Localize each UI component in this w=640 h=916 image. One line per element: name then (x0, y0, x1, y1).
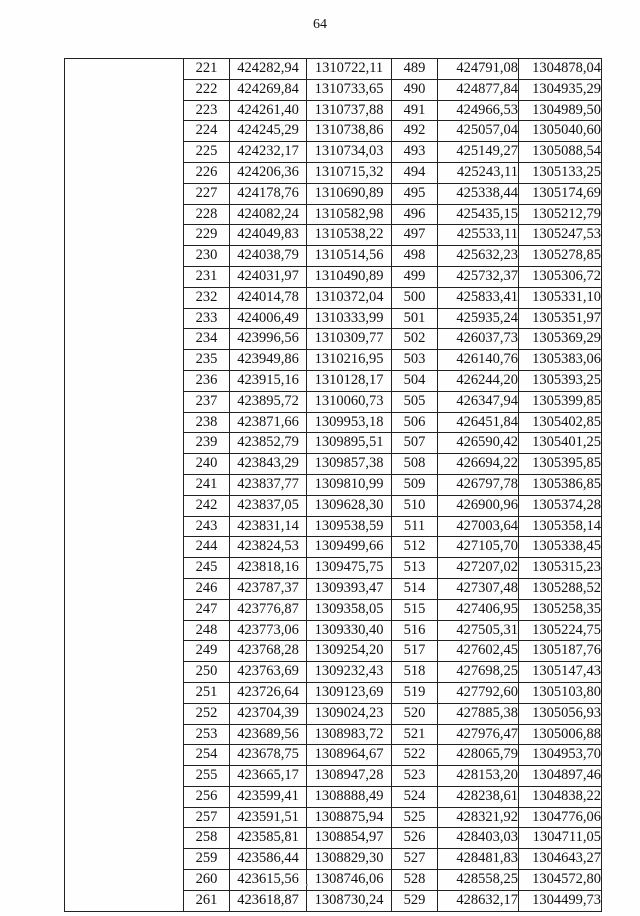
y-coordinate-cell: 1309857,38 (307, 454, 392, 475)
y-coordinate-cell: 1310060,73 (307, 391, 392, 412)
point-number-cell: 230 (184, 246, 230, 267)
x-coordinate-cell: 423726,64 (230, 682, 307, 703)
y-coordinate-cell: 1304989,50 (519, 100, 602, 121)
y-coordinate-cell: 1304878,04 (519, 59, 602, 80)
y-coordinate-cell: 1305369,29 (519, 329, 602, 350)
y-coordinate-cell: 1310490,89 (307, 266, 392, 287)
y-coordinate-cell: 1309232,43 (307, 662, 392, 683)
y-coordinate-cell: 1304935,29 (519, 79, 602, 100)
coordinates-table-body (65, 59, 602, 912)
x-coordinate-cell: 423665,17 (230, 766, 307, 787)
y-coordinate-cell: 1310309,77 (307, 329, 392, 350)
point-number-cell: 528 (392, 870, 438, 891)
x-coordinate-cell: 423618,87 (230, 890, 307, 911)
x-coordinate-cell: 427505,31 (438, 620, 519, 641)
point-number-cell: 240 (184, 454, 230, 475)
y-coordinate-cell: 1310690,89 (307, 183, 392, 204)
x-coordinate-cell: 423837,77 (230, 474, 307, 495)
y-coordinate-cell: 1305331,10 (519, 287, 602, 308)
y-coordinate-cell: 1310514,56 (307, 246, 392, 267)
point-number-cell: 513 (392, 558, 438, 579)
y-coordinate-cell: 1305088,54 (519, 142, 602, 163)
y-coordinate-cell: 1304776,06 (519, 807, 602, 828)
y-coordinate-cell: 1310372,04 (307, 287, 392, 308)
point-number-cell: 496 (392, 204, 438, 225)
x-coordinate-cell: 426140,76 (438, 350, 519, 371)
y-coordinate-cell: 1305040,60 (519, 121, 602, 142)
y-coordinate-cell: 1305224,75 (519, 620, 602, 641)
x-coordinate-cell: 424006,49 (230, 308, 307, 329)
x-coordinate-cell: 426037,73 (438, 329, 519, 350)
y-coordinate-cell: 1305351,97 (519, 308, 602, 329)
y-coordinate-cell: 1305358,14 (519, 516, 602, 537)
point-number-cell: 247 (184, 599, 230, 620)
point-number-cell: 229 (184, 225, 230, 246)
point-number-cell: 493 (392, 142, 438, 163)
point-number-cell: 233 (184, 308, 230, 329)
y-coordinate-cell: 1310538,22 (307, 225, 392, 246)
point-number-cell: 516 (392, 620, 438, 641)
x-coordinate-cell: 425732,37 (438, 266, 519, 287)
x-coordinate-cell: 423895,72 (230, 391, 307, 412)
point-number-cell: 251 (184, 682, 230, 703)
point-number-cell: 523 (392, 766, 438, 787)
point-number-cell: 509 (392, 474, 438, 495)
x-coordinate-cell: 426451,84 (438, 412, 519, 433)
point-number-cell: 507 (392, 433, 438, 454)
y-coordinate-cell: 1305395,85 (519, 454, 602, 475)
x-coordinate-cell: 428558,25 (438, 870, 519, 891)
x-coordinate-cell: 427207,02 (438, 558, 519, 579)
x-coordinate-cell: 423776,87 (230, 599, 307, 620)
point-number-cell: 495 (392, 183, 438, 204)
point-number-cell: 231 (184, 266, 230, 287)
y-coordinate-cell: 1309628,30 (307, 495, 392, 516)
y-coordinate-cell: 1308964,67 (307, 745, 392, 766)
point-number-cell: 500 (392, 287, 438, 308)
y-coordinate-cell: 1305306,72 (519, 266, 602, 287)
point-number-cell: 243 (184, 516, 230, 537)
x-coordinate-cell: 423591,51 (230, 807, 307, 828)
point-number-cell: 506 (392, 412, 438, 433)
x-coordinate-cell: 426244,20 (438, 370, 519, 391)
x-coordinate-cell: 427602,45 (438, 641, 519, 662)
point-number-cell: 234 (184, 329, 230, 350)
x-coordinate-cell: 423824,53 (230, 537, 307, 558)
y-coordinate-cell: 1310582,98 (307, 204, 392, 225)
x-coordinate-cell: 423915,16 (230, 370, 307, 391)
point-number-cell: 238 (184, 412, 230, 433)
scan-speck (306, 884, 308, 886)
point-number-cell: 242 (184, 495, 230, 516)
x-coordinate-cell: 424232,17 (230, 142, 307, 163)
point-number-cell: 248 (184, 620, 230, 641)
point-number-cell: 225 (184, 142, 230, 163)
y-coordinate-cell: 1304838,22 (519, 786, 602, 807)
point-number-cell: 521 (392, 724, 438, 745)
x-coordinate-cell: 424269,84 (230, 79, 307, 100)
y-coordinate-cell: 1309953,18 (307, 412, 392, 433)
point-number-cell: 239 (184, 433, 230, 454)
x-coordinate-cell: 426694,22 (438, 454, 519, 475)
y-coordinate-cell: 1308854,97 (307, 828, 392, 849)
x-coordinate-cell: 425632,23 (438, 246, 519, 267)
y-coordinate-cell: 1304897,46 (519, 766, 602, 787)
x-coordinate-cell: 423787,37 (230, 578, 307, 599)
y-coordinate-cell: 1305386,85 (519, 474, 602, 495)
x-coordinate-cell: 426347,94 (438, 391, 519, 412)
point-number-cell: 249 (184, 641, 230, 662)
y-coordinate-cell: 1308746,06 (307, 870, 392, 891)
x-coordinate-cell: 427698,25 (438, 662, 519, 683)
point-number-cell: 518 (392, 662, 438, 683)
point-number-cell: 508 (392, 454, 438, 475)
x-coordinate-cell: 424014,78 (230, 287, 307, 308)
x-coordinate-cell: 428632,17 (438, 890, 519, 911)
y-coordinate-cell: 1308875,94 (307, 807, 392, 828)
y-coordinate-cell: 1305247,53 (519, 225, 602, 246)
y-coordinate-cell: 1308983,72 (307, 724, 392, 745)
table-row (65, 59, 602, 80)
x-coordinate-cell: 423949,86 (230, 350, 307, 371)
point-number-cell: 254 (184, 745, 230, 766)
y-coordinate-cell: 1309393,47 (307, 578, 392, 599)
point-number-cell: 224 (184, 121, 230, 142)
y-coordinate-cell: 1305056,93 (519, 703, 602, 724)
point-number-cell: 490 (392, 79, 438, 100)
y-coordinate-cell: 1305006,88 (519, 724, 602, 745)
point-number-cell: 527 (392, 849, 438, 870)
x-coordinate-cell: 425435,15 (438, 204, 519, 225)
x-coordinate-cell: 425149,27 (438, 142, 519, 163)
x-coordinate-cell: 426900,96 (438, 495, 519, 516)
x-coordinate-cell: 428065,79 (438, 745, 519, 766)
point-number-cell: 491 (392, 100, 438, 121)
point-number-cell: 517 (392, 641, 438, 662)
y-coordinate-cell: 1310722,11 (307, 59, 392, 80)
point-number-cell: 529 (392, 890, 438, 911)
y-coordinate-cell: 1305187,76 (519, 641, 602, 662)
empty-merged-column (65, 59, 184, 912)
y-coordinate-cell: 1305402,85 (519, 412, 602, 433)
y-coordinate-cell: 1305393,25 (519, 370, 602, 391)
x-coordinate-cell: 423704,39 (230, 703, 307, 724)
point-number-cell: 237 (184, 391, 230, 412)
x-coordinate-cell: 423585,81 (230, 828, 307, 849)
y-coordinate-cell: 1310333,99 (307, 308, 392, 329)
x-coordinate-cell: 423689,56 (230, 724, 307, 745)
y-coordinate-cell: 1308888,49 (307, 786, 392, 807)
x-coordinate-cell: 423586,44 (230, 849, 307, 870)
point-number-cell: 526 (392, 828, 438, 849)
x-coordinate-cell: 423871,66 (230, 412, 307, 433)
y-coordinate-cell: 1309538,59 (307, 516, 392, 537)
x-coordinate-cell: 427105,70 (438, 537, 519, 558)
x-coordinate-cell: 427976,47 (438, 724, 519, 745)
y-coordinate-cell: 1304953,70 (519, 745, 602, 766)
point-number-cell: 226 (184, 162, 230, 183)
y-coordinate-cell: 1310128,17 (307, 370, 392, 391)
point-number-cell: 255 (184, 766, 230, 787)
x-coordinate-cell: 424031,97 (230, 266, 307, 287)
point-number-cell: 245 (184, 558, 230, 579)
point-number-cell: 227 (184, 183, 230, 204)
x-coordinate-cell: 426590,42 (438, 433, 519, 454)
coordinates-table (64, 58, 602, 912)
point-number-cell: 256 (184, 786, 230, 807)
x-coordinate-cell: 427406,95 (438, 599, 519, 620)
x-coordinate-cell: 428238,61 (438, 786, 519, 807)
x-coordinate-cell: 427003,64 (438, 516, 519, 537)
x-coordinate-cell: 428481,83 (438, 849, 519, 870)
point-number-cell: 502 (392, 329, 438, 350)
point-number-cell: 246 (184, 578, 230, 599)
x-coordinate-cell: 424178,76 (230, 183, 307, 204)
y-coordinate-cell: 1304499,73 (519, 890, 602, 911)
point-number-cell: 515 (392, 599, 438, 620)
x-coordinate-cell: 427792,60 (438, 682, 519, 703)
y-coordinate-cell: 1309123,69 (307, 682, 392, 703)
y-coordinate-cell: 1305399,85 (519, 391, 602, 412)
point-number-cell: 250 (184, 662, 230, 683)
point-number-cell: 235 (184, 350, 230, 371)
point-number-cell: 252 (184, 703, 230, 724)
point-number-cell: 489 (392, 59, 438, 80)
y-coordinate-cell: 1309024,23 (307, 703, 392, 724)
y-coordinate-cell: 1305258,35 (519, 599, 602, 620)
point-number-cell: 260 (184, 870, 230, 891)
y-coordinate-cell: 1309358,05 (307, 599, 392, 620)
y-coordinate-cell: 1305374,28 (519, 495, 602, 516)
point-number-cell: 519 (392, 682, 438, 703)
point-number-cell: 501 (392, 308, 438, 329)
y-coordinate-cell: 1310737,88 (307, 100, 392, 121)
point-number-cell: 498 (392, 246, 438, 267)
x-coordinate-cell: 425833,41 (438, 287, 519, 308)
point-number-cell: 525 (392, 807, 438, 828)
y-coordinate-cell: 1310734,03 (307, 142, 392, 163)
x-coordinate-cell: 424082,24 (230, 204, 307, 225)
y-coordinate-cell: 1310216,95 (307, 350, 392, 371)
point-number-cell: 258 (184, 828, 230, 849)
x-coordinate-cell: 423818,16 (230, 558, 307, 579)
x-coordinate-cell: 424282,94 (230, 59, 307, 80)
y-coordinate-cell: 1304711,05 (519, 828, 602, 849)
y-coordinate-cell: 1309810,99 (307, 474, 392, 495)
y-coordinate-cell: 1305315,23 (519, 558, 602, 579)
point-number-cell: 503 (392, 350, 438, 371)
point-number-cell: 499 (392, 266, 438, 287)
y-coordinate-cell: 1305288,52 (519, 578, 602, 599)
y-coordinate-cell: 1305383,06 (519, 350, 602, 371)
x-coordinate-cell: 423763,69 (230, 662, 307, 683)
point-number-cell: 232 (184, 287, 230, 308)
x-coordinate-cell: 424049,83 (230, 225, 307, 246)
x-coordinate-cell: 424206,36 (230, 162, 307, 183)
x-coordinate-cell: 424261,40 (230, 100, 307, 121)
y-coordinate-cell: 1304572,80 (519, 870, 602, 891)
x-coordinate-cell: 425935,24 (438, 308, 519, 329)
x-coordinate-cell: 427885,38 (438, 703, 519, 724)
point-number-cell: 522 (392, 745, 438, 766)
point-number-cell: 492 (392, 121, 438, 142)
y-coordinate-cell: 1305174,69 (519, 183, 602, 204)
point-number-cell: 259 (184, 849, 230, 870)
y-coordinate-cell: 1305278,85 (519, 246, 602, 267)
point-number-cell: 511 (392, 516, 438, 537)
x-coordinate-cell: 424877,84 (438, 79, 519, 100)
y-coordinate-cell: 1305147,43 (519, 662, 602, 683)
y-coordinate-cell: 1305338,45 (519, 537, 602, 558)
point-number-cell: 228 (184, 204, 230, 225)
point-number-cell: 257 (184, 807, 230, 828)
x-coordinate-cell: 424966,53 (438, 100, 519, 121)
y-coordinate-cell: 1305401,25 (519, 433, 602, 454)
y-coordinate-cell: 1308730,24 (307, 890, 392, 911)
x-coordinate-cell: 428153,20 (438, 766, 519, 787)
x-coordinate-cell: 428403,03 (438, 828, 519, 849)
y-coordinate-cell: 1309475,75 (307, 558, 392, 579)
point-number-cell: 223 (184, 100, 230, 121)
y-coordinate-cell: 1309895,51 (307, 433, 392, 454)
x-coordinate-cell: 423599,41 (230, 786, 307, 807)
x-coordinate-cell: 425338,44 (438, 183, 519, 204)
y-coordinate-cell: 1308829,30 (307, 849, 392, 870)
y-coordinate-cell: 1309499,66 (307, 537, 392, 558)
x-coordinate-cell: 427307,48 (438, 578, 519, 599)
x-coordinate-cell: 423615,56 (230, 870, 307, 891)
x-coordinate-cell: 423768,28 (230, 641, 307, 662)
x-coordinate-cell: 424038,79 (230, 246, 307, 267)
y-coordinate-cell: 1310715,32 (307, 162, 392, 183)
point-number-cell: 236 (184, 370, 230, 391)
y-coordinate-cell: 1309330,40 (307, 620, 392, 641)
x-coordinate-cell: 423831,14 (230, 516, 307, 537)
point-number-cell: 497 (392, 225, 438, 246)
x-coordinate-cell: 423852,79 (230, 433, 307, 454)
y-coordinate-cell: 1305212,79 (519, 204, 602, 225)
y-coordinate-cell: 1305103,80 (519, 682, 602, 703)
point-number-cell: 261 (184, 890, 230, 911)
x-coordinate-cell: 423843,29 (230, 454, 307, 475)
x-coordinate-cell: 428321,92 (438, 807, 519, 828)
x-coordinate-cell: 423996,56 (230, 329, 307, 350)
point-number-cell: 524 (392, 786, 438, 807)
point-number-cell: 253 (184, 724, 230, 745)
x-coordinate-cell: 423837,05 (230, 495, 307, 516)
point-number-cell: 221 (184, 59, 230, 80)
x-coordinate-cell: 425533,11 (438, 225, 519, 246)
page-number: 64 (313, 17, 327, 32)
point-number-cell: 510 (392, 495, 438, 516)
point-number-cell: 514 (392, 578, 438, 599)
x-coordinate-cell: 424791,08 (438, 59, 519, 80)
point-number-cell: 244 (184, 537, 230, 558)
point-number-cell: 505 (392, 391, 438, 412)
point-number-cell: 241 (184, 474, 230, 495)
point-number-cell: 520 (392, 703, 438, 724)
x-coordinate-cell: 423773,06 (230, 620, 307, 641)
point-number-cell: 512 (392, 537, 438, 558)
y-coordinate-cell: 1305133,25 (519, 162, 602, 183)
point-number-cell: 222 (184, 79, 230, 100)
point-number-cell: 494 (392, 162, 438, 183)
x-coordinate-cell: 426797,78 (438, 474, 519, 495)
y-coordinate-cell: 1310738,86 (307, 121, 392, 142)
y-coordinate-cell: 1310733,65 (307, 79, 392, 100)
x-coordinate-cell: 423678,75 (230, 745, 307, 766)
x-coordinate-cell: 424245,29 (230, 121, 307, 142)
x-coordinate-cell: 425057,04 (438, 121, 519, 142)
y-coordinate-cell: 1304643,27 (519, 849, 602, 870)
y-coordinate-cell: 1309254,20 (307, 641, 392, 662)
y-coordinate-cell: 1308947,28 (307, 766, 392, 787)
x-coordinate-cell: 425243,11 (438, 162, 519, 183)
point-number-cell: 504 (392, 370, 438, 391)
